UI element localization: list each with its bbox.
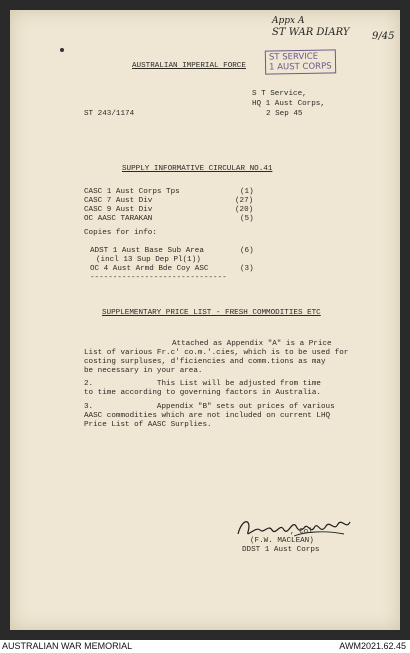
- paragraph-1-line: be necessary in your area.: [84, 367, 203, 375]
- from-line-2: HQ 1 Aust Corps,: [252, 100, 325, 108]
- from-line-1: S T Service,: [252, 90, 307, 98]
- reference-number: ST 243/1174: [84, 110, 135, 118]
- document-date: 2 Sep 45: [266, 110, 303, 118]
- distribution-unit: CASC 7 Aust Div: [84, 197, 153, 205]
- subject-heading: SUPPLEMENTARY PRICE LIST - FRESH COMMODITIES ETC: [102, 309, 321, 317]
- paragraph-1-line: List of various Fr.c' co.m.'.cies, which is to be used for: [84, 349, 349, 357]
- annotation-appx: Appx A: [272, 16, 305, 26]
- info-unit: OC 4 Aust Armd Bde Coy ASC: [90, 265, 209, 273]
- signatory-rank: , Col: [290, 528, 313, 536]
- distribution-copies: (5): [240, 215, 254, 223]
- annotation-war-diary: ST WAR DIARY: [272, 27, 350, 38]
- distribution-copies: (1): [240, 188, 254, 196]
- distribution-copies: (20): [235, 206, 254, 214]
- circular-title: SUPPLY INFORMATIVE CIRCULAR NO.41: [122, 165, 273, 173]
- stamp-line-1: ST SERVICE: [268, 51, 319, 63]
- info-copies: (6): [240, 247, 254, 255]
- annotation-date: 9/45: [372, 31, 395, 42]
- paragraph-2-line: to time according to governing factors in Australia.: [84, 389, 321, 397]
- paragraph-3-line: AASC commodities which are not included on current LHQ: [84, 412, 331, 420]
- paragraph-1-line: Attached as Appendix "A" is a Price: [172, 340, 332, 348]
- distribution-copies: (27): [235, 197, 254, 205]
- archive-reference: AWM2021.62.45: [339, 641, 406, 651]
- info-unit: (incl 13 Sup Dep Pl(1)): [96, 256, 201, 264]
- paragraph-3-line: Price List of AASC Surplies.: [84, 421, 212, 429]
- distribution-unit: OC AASC TARAKAN: [84, 215, 153, 223]
- stamp-line-2: 1 AUST CORPS: [269, 61, 332, 73]
- signatory-title: DDST 1 Aust Corps: [242, 546, 320, 554]
- document-page: [10, 10, 400, 630]
- distribution-rule: ------------------------------: [90, 274, 227, 282]
- force-heading: AUSTRALIAN IMPERIAL FORCE: [132, 62, 246, 70]
- signatory-name: (F.W. MACLEAN): [250, 537, 314, 545]
- paragraph-3-line: 3. Appendix "B" sets out prices of various: [84, 403, 335, 411]
- archive-footer: [0, 640, 410, 653]
- distribution-unit: CASC 9 Aust Div: [84, 206, 153, 214]
- info-unit: ADST 1 Aust Base Sub Area: [90, 247, 204, 255]
- paragraph-1-line: costing surpluses, d'ficiencies and comm.tions as may: [84, 358, 326, 366]
- unit-stamp: [265, 49, 336, 74]
- distribution-unit: CASC 1 Aust Corps Tps: [84, 188, 180, 196]
- archive-name: AUSTRALIAN WAR MEMORIAL: [2, 641, 133, 651]
- info-copies: (3): [240, 265, 254, 273]
- punch-mark: [60, 48, 64, 52]
- paragraph-2-line: 2. This List will be adjusted from time: [84, 380, 321, 388]
- copies-info-label: Copies for info:: [84, 229, 157, 237]
